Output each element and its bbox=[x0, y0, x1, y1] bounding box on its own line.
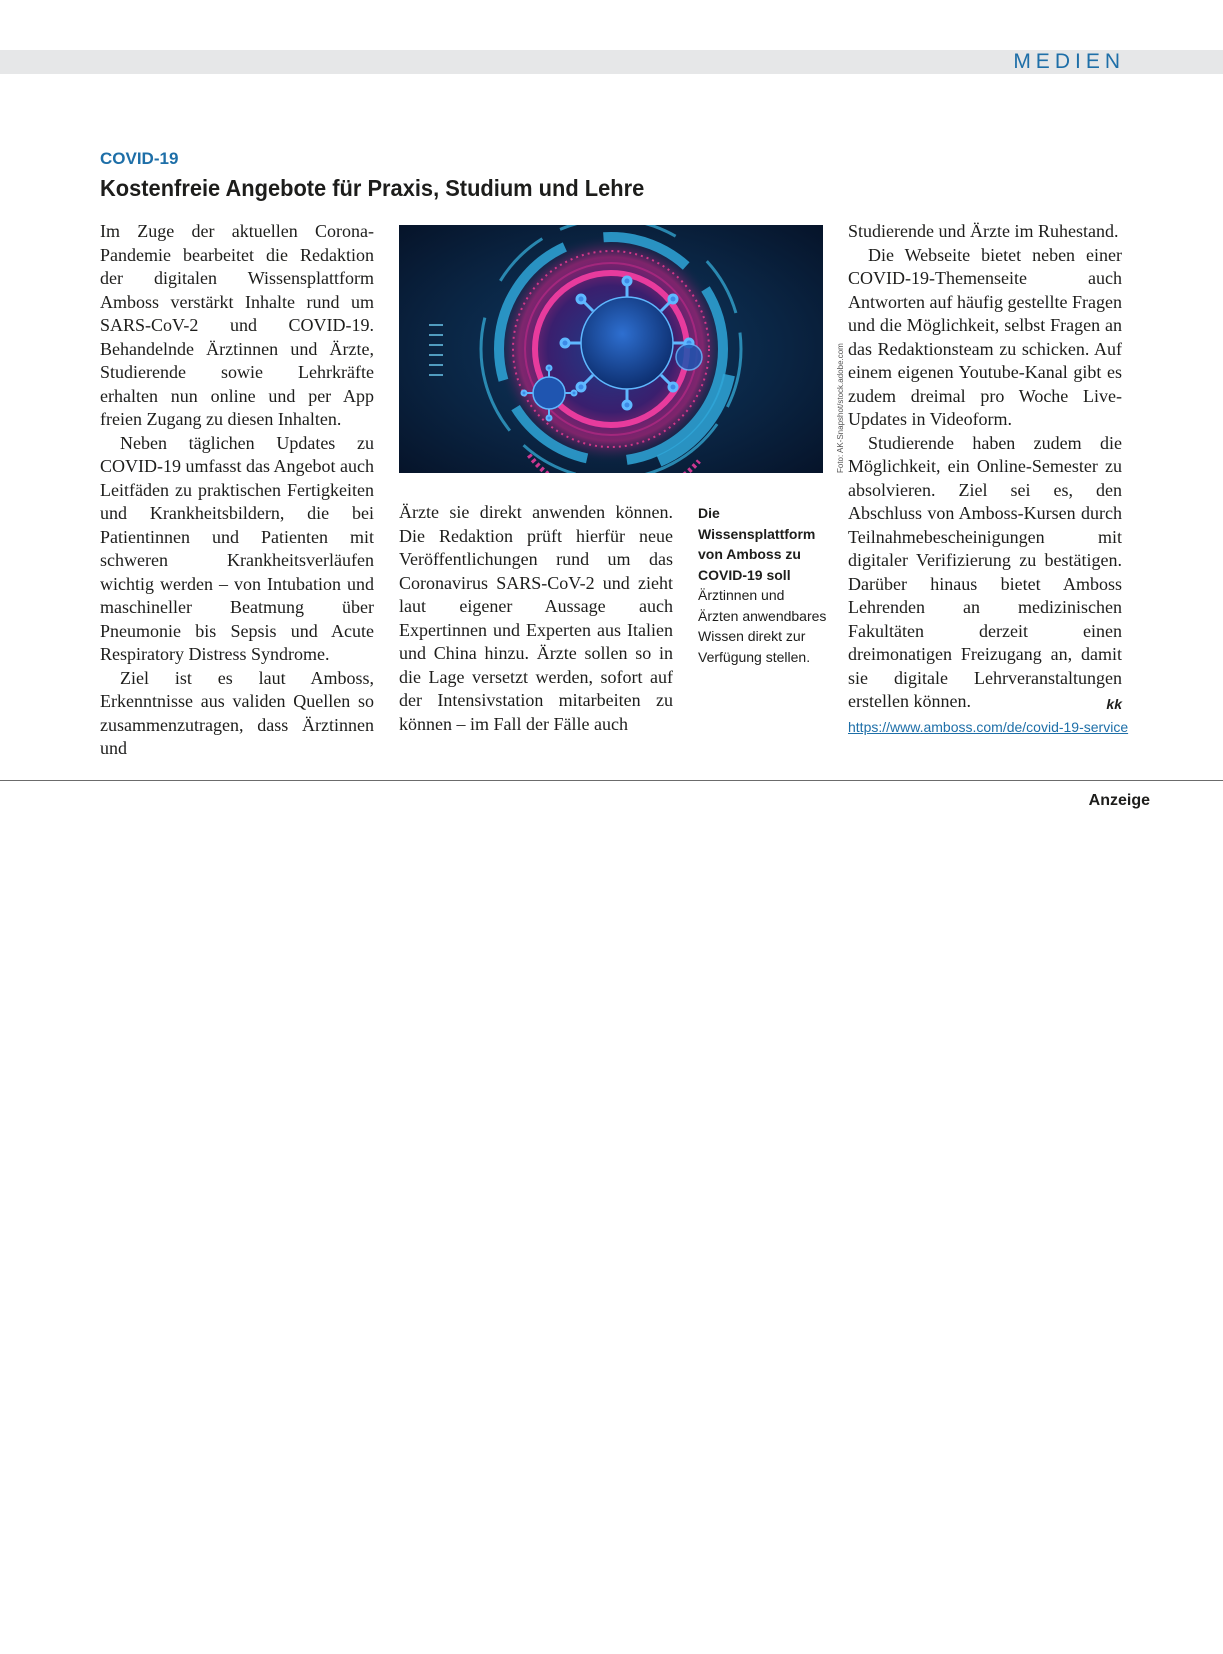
article-column-2 bbox=[399, 501, 673, 736]
paragraph: Im Zuge der aktuellen Corona-Pandemie bearbeitet die Redaktion der digitalen Wissensplattform Amboss verstärkt Inhalte rund um SARS-CoV-2 und COVID-19. Behandelnde Ärztinnen und Ärzte, Studierende sowie Lehrkräfte erhalten nun online und per App freien Zugang zu diesen Inhalten. bbox=[100, 221, 374, 429]
advertisement-label: Anzeige bbox=[1088, 792, 1150, 809]
section-label: MEDIEN bbox=[1013, 50, 1125, 73]
paragraph: Ziel ist es laut Amboss, Erkenntnisse aus validen Quellen so zusammenzutragen, dass Ärztinnen und bbox=[100, 667, 374, 758]
virus-particle bbox=[581, 297, 673, 389]
paragraph bbox=[848, 432, 1122, 714]
article-headline: Kostenfreie Angebote für Praxis, Studium und Lehre bbox=[100, 175, 645, 201]
section-divider bbox=[0, 780, 1223, 781]
image-caption bbox=[698, 503, 828, 667]
paragraph: Ärzte sie direkt anwenden können. Die Redaktion prüft hierfür neue Veröffentlichungen rund um das Coronavirus SARS-CoV-2 und zieht laut eigener Aussage auch Expertinnen und Experten aus Italien und China hinzu. Ärzte sollen so in die Lage versetzt werden, sofort auf der Intensivstation mitarbeiten zu können – im Fall der Fälle auch bbox=[399, 502, 673, 734]
paragraph: Studierende und Ärzte im Ruhestand. bbox=[848, 221, 1119, 241]
virus-illustration-image bbox=[399, 225, 823, 473]
photo-credit: Foto: AK-Snapshot/stock.adobe.com bbox=[836, 343, 845, 473]
paragraph: Die Webseite bietet neben einer COVID-19-Themenseite auch Antworten auf häufig gestellte Fragen und die Möglichkeit, selbst Fragen an das Redaktionsteam zu schicken. Auf einem eigenen Youtube-Kanal gibt es zudem dreimal pro Woche Live-Updates in Videoform. bbox=[848, 244, 1122, 429]
article-column-1 bbox=[100, 220, 374, 761]
caption-lead: Die Wissensplattform von Amboss zu COVID-19 soll bbox=[698, 505, 816, 583]
caption-text: Ärztinnen und Ärzten anwendbares Wissen direkt zur Verfügung stellen. bbox=[698, 587, 827, 665]
paragraph: Neben täglichen Updates zu COVID-19 umfasst das Angebot auch Leitfäden zu praktischen Fertigkeiten und Krankheitsbildern, die bei Patientinnen und Patienten mit schweren Krankheitsverläufen wichtig werden – von Intubation und maschineller Beatmung über Pneumonie bis Sepsis und Acute Respiratory Distress Syndrome. bbox=[100, 432, 374, 664]
author-signature: kk bbox=[1106, 696, 1122, 712]
article-column-3 bbox=[848, 220, 1129, 739]
paragraph-text: Studierende haben zudem die Möglichkeit, ein Online-Semester zu absolvieren. Ziel sei es, den Abschluss von Amboss-Kursen durch Teilnahmebescheinigungen mit digitaler Verifizierung zu bestätigen. Darüber hinaus bietet Amboss Lehrenden an medizinischen Fakultäten derzeit einen dreimonatigen Freizugang an, damit sie digitale Lehrveranstaltungen erstellen können. bbox=[848, 432, 1122, 711]
article-kicker: COVID-19 bbox=[100, 149, 179, 168]
service-link[interactable]: https://www.amboss.com/de/covid-19-service bbox=[848, 718, 1129, 735]
